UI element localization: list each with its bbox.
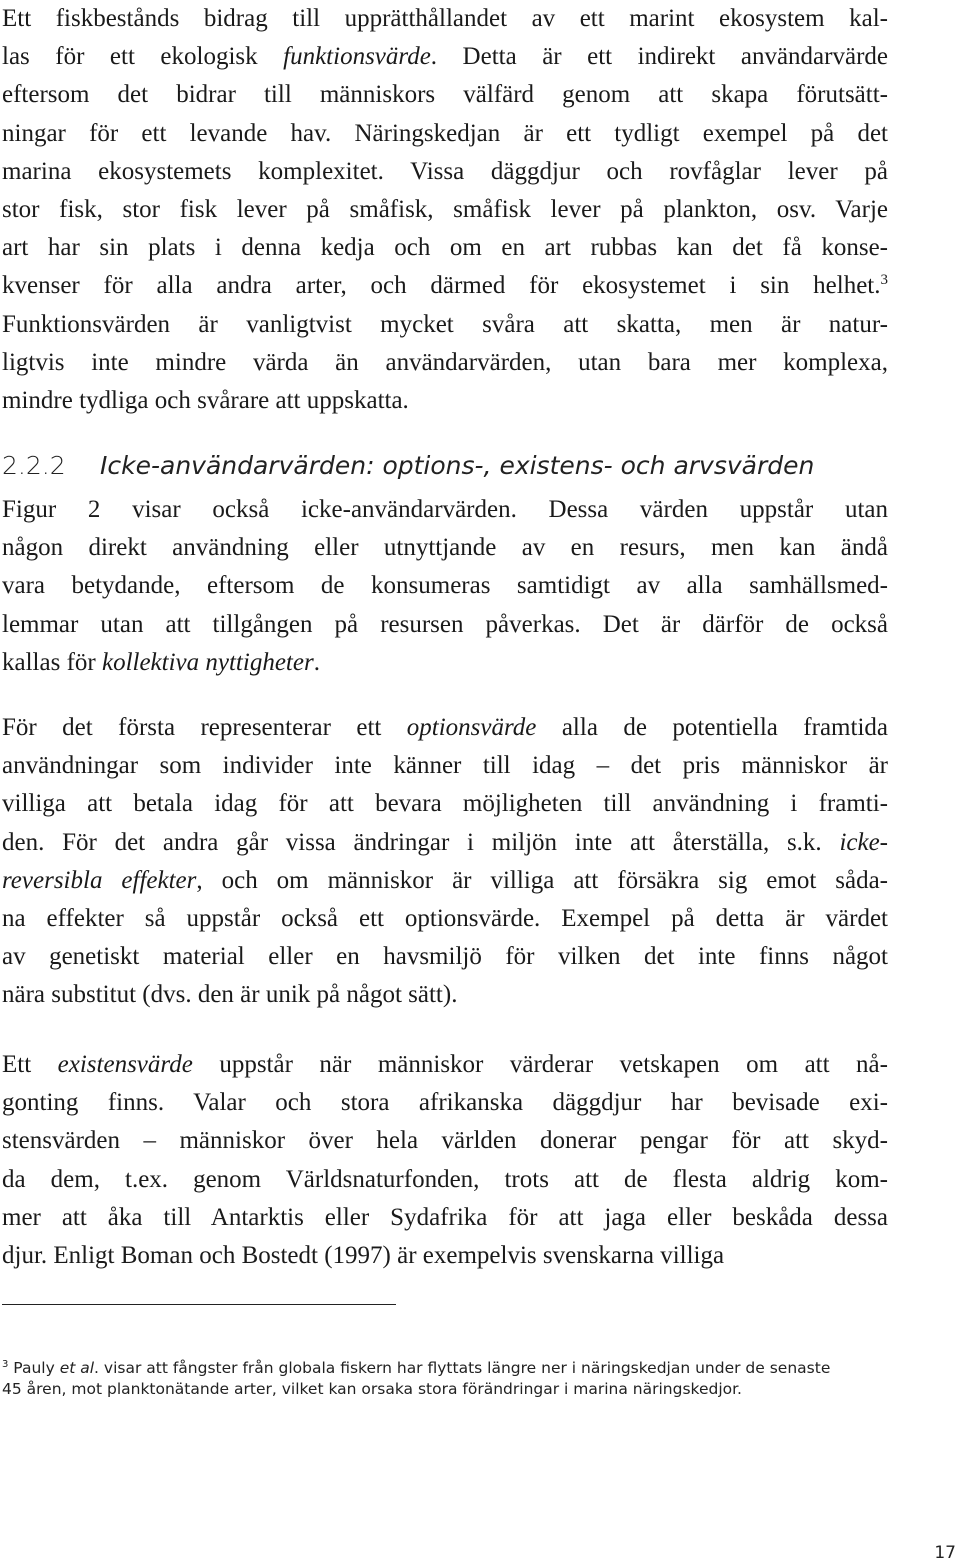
text-line: vara betydande, eftersom de konsumeras samtidigt av alla samhällsmed- [2,572,888,600]
text-line: marina ekosystemets komplexitet. Vissa däggdjur och rovfåglar lever på [2,157,888,185]
text-run: alla de potentiella framtida [536,714,888,741]
section-number: 2.2.2 [2,451,66,480]
text-line: mindre tydliga och svårare att uppskatta. [2,387,409,414]
text-line: na effekter så uppstår också ett optionsvärde. Exempel på detta är värdet [2,905,888,932]
text-run: . Detta är ett indirekt användarvärde [430,43,888,71]
footnote-line: 45 åren, mot planktonätande arter, vilket kan orsaka stora förändringar i marina näringskedjor. [2,1380,742,1398]
text-line: lemmar utan att tillgången på resursen påverkas. Det är därför de också [2,610,888,638]
italic-term: funktionsvärde [283,43,431,71]
footnote-separator [2,1304,396,1305]
text-line: av genetiskt material eller en havsmiljö för vilken det inte finns något [2,943,888,971]
text-run: Pauly [8,1359,60,1377]
footnote-reference: 3 [880,272,888,289]
text-run: kvenser för alla andra arter, och därmed för ekosystemet i sin helhet. [2,272,881,300]
text-line: ligtvis inte mindre värda än användarvärden, utan bara mer komplexa, [2,348,888,376]
text-run: Ett [2,1051,58,1078]
text-run: För det första representerar ett [2,714,407,741]
text-line: Funktionsvärden är vanligtvist mycket svåra att skatta, men är natur- [2,310,888,338]
italic-term: kollektiva nyttigheter [101,648,314,676]
italic-term: icke- [839,828,888,856]
text-line: mer att åka till Antarktis eller Sydafrika för att jaga eller beskåda dessa [2,1203,888,1231]
text-line: da dem, t.ex. genom Världsnaturfonden, trots att de flesta aldrig kom- [2,1165,888,1193]
page-number: 17 [934,1543,956,1563]
footnote-reference: 3 [2,1359,9,1370]
text-line: Ett fiskbestånds bidrag till upprätthållandet av ett marint ekosystem kal- [2,5,888,32]
text-line: villiga att betala idag för att bevara möjligheten till användning i framti- [2,790,888,818]
text-line [2,709,888,747]
text-line [2,644,888,682]
text-line [2,862,888,900]
italic-term: reversibla effekter [2,866,197,894]
text-line: eftersom det bidrar till människors välfärd genom att skapa förutsätt- [2,81,888,109]
text-line [2,38,888,76]
text-line: art har sin plats i denna kedja och om en art rubbas kan det få konse- [2,234,888,262]
text-line: djur. Enligt Boman och Bostedt (1997) är exempelvis svenskarna villiga [2,1242,725,1269]
text-run: kallas för [2,648,102,676]
text-run: . visar att fångster från globala fiskern har flyttats längre ner i näringskedjan under de senaste [94,1359,831,1377]
text-run: . [313,648,320,676]
italic-term: optionsvärde [406,714,537,741]
text-line: användningar som individer inte känner till idag – det pris människor är [2,752,888,780]
text-line: gonting finns. Valar och stora afrikanska däggdjur har bevisade exi- [2,1089,888,1117]
text-run: den. För det andra går vissa ändringar i miljön inte att återställa, s.k. [2,828,840,856]
italic-term: existensvärde [57,1051,193,1078]
text-line: stensvärden – människor över hela världen donerar pengar för att skyd- [2,1127,888,1155]
section-heading [2,446,814,486]
text-line: ningar för ett levande hav. Näringskedjan är ett tydligt exempel på det [2,119,888,147]
text-line: någon direkt användning eller utnyttjande av en resurs, men kan ändå [2,534,888,562]
text-line: Figur 2 visar också icke-användarvärden. Dessa värden uppstår utan [2,496,888,523]
text-line [2,267,888,305]
text-line: nära substitut (dvs. den är unik på något sätt). [2,981,458,1009]
text-run: , och om människor är villiga att försäkra sig emot såda- [196,866,889,894]
italic-term: et al [59,1359,95,1377]
text-run: las för ett ekologisk [2,43,284,71]
section-title: Icke-användarvärden: options-, existens- och arvsvärden [100,451,815,480]
text-line [2,1046,888,1084]
text-run: uppstår när människor värderar vetskapen om att nå- [192,1051,888,1078]
text-line [2,824,888,862]
text-line: stor fisk, stor fisk lever på småfisk, småfisk lever på plankton, osv. Varje [2,196,888,223]
